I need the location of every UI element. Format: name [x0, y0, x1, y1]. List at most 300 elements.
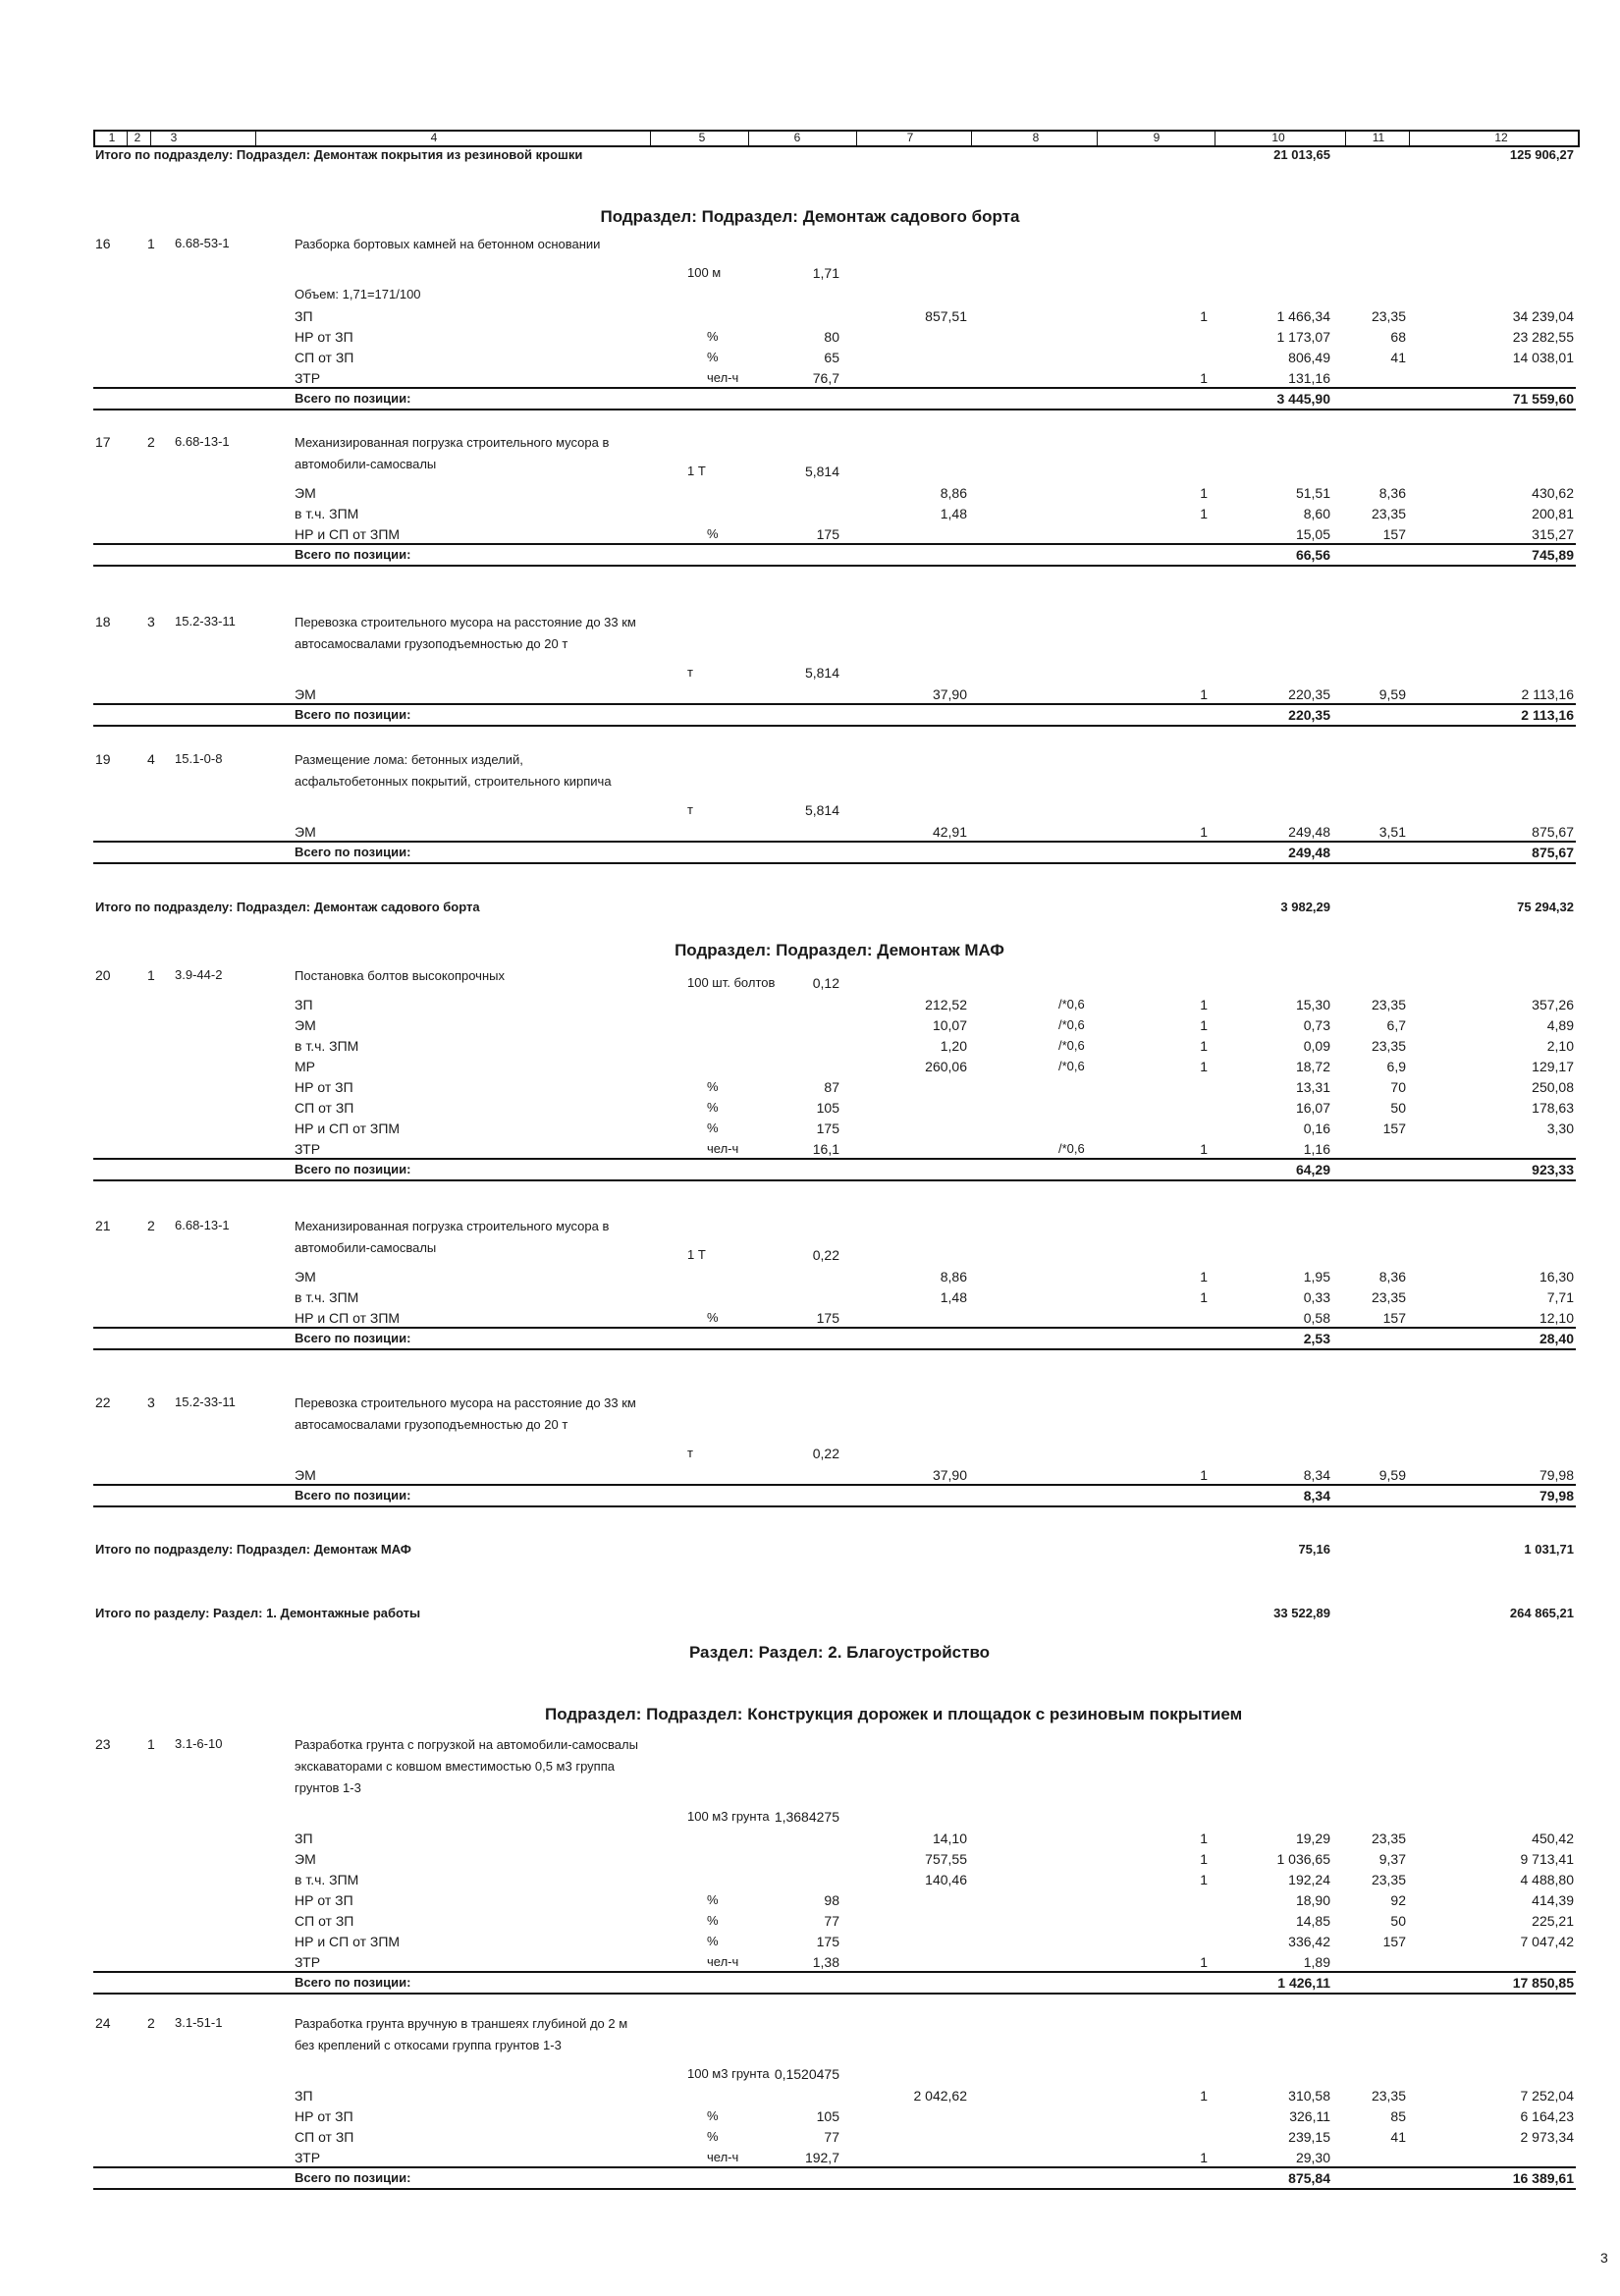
row-unit: %: [707, 526, 719, 541]
row-current-total: 9 713,41: [1520, 1851, 1574, 1867]
position-code: 3.1-6-10: [175, 1736, 223, 1751]
position-unit: 100 шт. болтов: [687, 975, 776, 990]
row-base-price: 42,91: [932, 824, 967, 840]
position-quantity: 5,814: [804, 665, 839, 681]
row-norm: 98: [824, 1892, 839, 1908]
row-factor: 1: [1200, 1038, 1208, 1054]
rule-line: [93, 841, 1576, 843]
row-unit: %: [707, 1892, 719, 1907]
position-number: 16: [95, 236, 111, 251]
position-total-label: Всего по позиции:: [295, 707, 411, 722]
column-header-2: 2: [134, 131, 141, 144]
row-norm: 16,1: [812, 1141, 839, 1157]
row-unit: чел-ч: [707, 1954, 739, 1969]
column-header-4: 4: [430, 131, 438, 144]
row-base-total: 29,30: [1295, 2150, 1330, 2165]
row-label: ЗТР: [295, 370, 321, 386]
row-base-total: 220,35: [1288, 686, 1330, 702]
row-label: СП от ЗП: [295, 1100, 354, 1116]
position-number: 22: [95, 1394, 111, 1410]
row-norm: 175: [816, 526, 839, 542]
position-total-label: Всего по позиции:: [295, 1331, 411, 1345]
position-total-label: Всего по позиции:: [295, 845, 411, 859]
row-label: СП от ЗП: [295, 1913, 354, 1929]
position-code: 15.2-33-11: [175, 1394, 236, 1409]
rule-line: [93, 387, 1576, 389]
row-label: СП от ЗП: [295, 350, 354, 365]
page-number: 3: [1600, 2250, 1608, 2266]
position-quantity: 5,814: [804, 464, 839, 479]
position-code: 15.1-0-8: [175, 751, 223, 766]
rule-line: [93, 703, 1576, 705]
row-current-total: 79,98: [1539, 1467, 1574, 1483]
row-base-total: 15,30: [1295, 997, 1330, 1012]
row-index: 23,35: [1371, 1038, 1406, 1054]
position-code: 3.9-44-2: [175, 967, 223, 982]
row-unit: %: [707, 1100, 719, 1115]
row-index: 8,36: [1378, 485, 1406, 501]
row-base-price: 37,90: [932, 1467, 967, 1483]
position-total-col10: 64,29: [1295, 1162, 1330, 1177]
row-base-price: 1,48: [940, 1289, 967, 1305]
column-header-3: 3: [170, 131, 178, 144]
row-base-price: 8,86: [940, 485, 967, 501]
row-index: 9,59: [1378, 686, 1406, 702]
section-title-landscaping: Раздел: Раздел: 2. Благоустройство: [688, 1643, 991, 1662]
row-label: НР и СП от ЗПМ: [295, 1310, 401, 1326]
row-base-price: 1,20: [940, 1038, 967, 1054]
column-header-row: [93, 130, 1580, 147]
position-total-col12: 745,89: [1532, 547, 1574, 563]
position-index: 4: [147, 751, 155, 767]
row-index: 41: [1390, 350, 1406, 365]
subtotal-maf-label: Итого по подразделу: Подраздел: Демонтаж МАФ: [95, 1542, 411, 1557]
row-current-total: 2 113,16: [1521, 686, 1574, 702]
row-base-total: 131,16: [1288, 370, 1330, 386]
row-label: ЗП: [295, 308, 313, 324]
subsection-title-garden-curb: Подраздел: Подраздел: Демонтаж садового борта: [600, 207, 1020, 226]
column-header-12: 12: [1494, 131, 1508, 144]
position-volume: Объем: 1,71=171/100: [295, 287, 421, 301]
position-index: 3: [147, 614, 155, 629]
rule-line: [93, 2188, 1576, 2190]
section-total-demolition-col10: 33 522,89: [1273, 1606, 1330, 1620]
row-label: НР и СП от ЗПМ: [295, 526, 401, 542]
row-current-total: 7 047,42: [1520, 1934, 1574, 1949]
rule-line: [93, 1179, 1576, 1181]
position-code: 6.68-13-1: [175, 434, 230, 449]
row-base-total: 1,95: [1303, 1269, 1330, 1285]
row-current-total: 34 239,04: [1512, 308, 1574, 324]
position-quantity: 1,3684275: [774, 1809, 839, 1825]
position-total-label: Всего по позиции:: [295, 1162, 411, 1176]
row-current-total: 200,81: [1532, 506, 1574, 521]
row-factor: 1: [1200, 1269, 1208, 1285]
row-base-total: 1 466,34: [1276, 308, 1330, 324]
row-index: 92: [1390, 1892, 1406, 1908]
rule-line: [93, 1327, 1576, 1329]
row-label: ЗП: [295, 1831, 313, 1846]
row-unit: чел-ч: [707, 370, 739, 385]
row-coefficient: /*0,6: [1058, 1038, 1085, 1053]
row-current-total: 2 973,34: [1520, 2129, 1574, 2145]
row-base-total: 13,31: [1295, 1079, 1330, 1095]
subtotal-garden-curb-col10: 3 982,29: [1280, 900, 1330, 914]
position-code: 15.2-33-11: [175, 614, 236, 629]
row-factor: 1: [1200, 1017, 1208, 1033]
row-base-total: 16,07: [1295, 1100, 1330, 1116]
position-number: 24: [95, 2015, 111, 2031]
rule-line: [93, 1348, 1576, 1350]
row-label: ЭМ: [295, 485, 316, 501]
row-factor: 1: [1200, 1851, 1208, 1867]
position-index: 1: [147, 236, 155, 251]
row-base-price: 37,90: [932, 686, 967, 702]
row-norm: 175: [816, 1310, 839, 1326]
rule-line: [93, 543, 1576, 545]
row-current-total: 875,67: [1532, 824, 1574, 840]
position-description: Механизированная погрузка строительного мусора в автомобили-самосвалы: [295, 435, 610, 471]
position-description: Размещение лома: бетонных изделий, асфальтобетонных покрытий, строительного кирпича: [295, 752, 612, 789]
position-total-col12: 923,33: [1532, 1162, 1574, 1177]
position-description: Перевозка строительного мусора на расстояние до 33 км автосамосвалами грузоподъемностью до 20 т: [295, 615, 636, 651]
row-index: 157: [1382, 1310, 1406, 1326]
row-factor: 1: [1200, 1831, 1208, 1846]
row-index: 23,35: [1371, 997, 1406, 1012]
row-label: НР от ЗП: [295, 329, 353, 345]
row-base-total: 806,49: [1288, 350, 1330, 365]
row-unit: %: [707, 1079, 719, 1094]
subsection-title-maf: Подраздел: Подраздел: Демонтаж МАФ: [675, 941, 1004, 959]
row-coefficient: /*0,6: [1058, 1141, 1085, 1156]
section-total-demolition-label: Итого по разделу: Раздел: 1. Демонтажные работы: [95, 1606, 421, 1620]
row-index: 157: [1382, 1121, 1406, 1136]
row-base-total: 18,72: [1295, 1059, 1330, 1074]
row-label: в т.ч. ЗПМ: [295, 1038, 359, 1054]
column-header-7: 7: [906, 131, 914, 144]
column-header-5: 5: [698, 131, 706, 144]
row-base-total: 18,90: [1295, 1892, 1330, 1908]
row-base-price: 2 042,62: [913, 2088, 967, 2104]
row-base-total: 0,73: [1303, 1017, 1330, 1033]
row-unit: %: [707, 329, 719, 344]
row-label: ЭМ: [295, 824, 316, 840]
row-factor: 1: [1200, 824, 1208, 840]
row-base-price: 14,10: [932, 1831, 967, 1846]
row-factor: 1: [1200, 1872, 1208, 1887]
row-label: СП от ЗП: [295, 2129, 354, 2145]
row-norm: 65: [824, 350, 839, 365]
row-current-total: 14 038,01: [1512, 350, 1574, 365]
row-label: в т.ч. ЗПМ: [295, 1289, 359, 1305]
row-base-total: 15,05: [1295, 526, 1330, 542]
subtotal-maf-col10: 75,16: [1298, 1542, 1330, 1557]
row-base-total: 1 036,65: [1276, 1851, 1330, 1867]
row-index: 23,35: [1371, 1831, 1406, 1846]
row-current-total: 430,62: [1532, 485, 1574, 501]
position-index: 1: [147, 967, 155, 983]
row-label: ЗП: [295, 997, 313, 1012]
row-norm: 77: [824, 1913, 839, 1929]
row-label: НР и СП от ЗПМ: [295, 1121, 401, 1136]
row-base-price: 757,55: [925, 1851, 967, 1867]
row-unit: %: [707, 2129, 719, 2144]
row-coefficient: /*0,6: [1058, 1017, 1085, 1032]
position-index: 2: [147, 434, 155, 450]
position-total-col12: 28,40: [1539, 1331, 1574, 1346]
row-factor: 1: [1200, 2088, 1208, 2104]
row-base-price: 1,48: [940, 506, 967, 521]
row-factor: 1: [1200, 506, 1208, 521]
row-label: ЭМ: [295, 1467, 316, 1483]
row-base-total: 310,58: [1288, 2088, 1330, 2104]
subtotal-garden-curb-label: Итого по подразделу: Подраздел: Демонтаж садового борта: [95, 900, 480, 914]
row-label: ЭМ: [295, 1017, 316, 1033]
row-index: 6,7: [1386, 1017, 1406, 1033]
position-unit: т: [687, 802, 693, 817]
row-label: НР и СП от ЗПМ: [295, 1934, 401, 1949]
position-index: 3: [147, 1394, 155, 1410]
position-quantity: 5,814: [804, 802, 839, 818]
position-total-label: Всего по позиции:: [295, 1488, 411, 1503]
row-current-total: 178,63: [1532, 1100, 1574, 1116]
row-norm: 80: [824, 329, 839, 345]
row-index: 23,35: [1371, 2088, 1406, 2104]
column-header-9: 9: [1153, 131, 1161, 144]
position-total-label: Всего по позиции:: [295, 547, 411, 562]
row-unit: чел-ч: [707, 2150, 739, 2164]
column-header-1: 1: [108, 131, 116, 144]
column-header-8: 8: [1032, 131, 1040, 144]
row-unit: %: [707, 2108, 719, 2123]
rule-line: [93, 1505, 1576, 1507]
row-norm: 76,7: [812, 370, 839, 386]
position-total-col12: 2 113,16: [1521, 707, 1574, 723]
row-base-total: 0,09: [1303, 1038, 1330, 1054]
row-norm: 105: [816, 1100, 839, 1116]
row-factor: 1: [1200, 1141, 1208, 1157]
row-index: 85: [1390, 2108, 1406, 2124]
row-base-total: 19,29: [1295, 1831, 1330, 1846]
row-unit: %: [707, 350, 719, 364]
position-quantity: 0,22: [812, 1247, 839, 1263]
subtotal-rubber-crumb-col10: 21 013,65: [1273, 147, 1330, 162]
row-index: 157: [1382, 526, 1406, 542]
row-index: 9,37: [1378, 1851, 1406, 1867]
row-base-total: 8,60: [1303, 506, 1330, 521]
rule-line: [93, 725, 1576, 727]
position-description: Механизированная погрузка строительного мусора в автомобили-самосвалы: [295, 1219, 610, 1255]
row-current-total: 450,42: [1532, 1831, 1574, 1846]
column-header-11: 11: [1372, 131, 1385, 144]
position-number: 18: [95, 614, 111, 629]
position-quantity: 0,22: [812, 1446, 839, 1461]
row-base-price: 260,06: [925, 1059, 967, 1074]
row-factor: 1: [1200, 997, 1208, 1012]
row-coefficient: /*0,6: [1058, 997, 1085, 1011]
row-index: 23,35: [1371, 506, 1406, 521]
row-current-total: 250,08: [1532, 1079, 1574, 1095]
position-total-col12: 16 389,61: [1512, 2170, 1574, 2186]
row-label: ЭМ: [295, 686, 316, 702]
row-current-total: 4,89: [1546, 1017, 1574, 1033]
row-norm: 77: [824, 2129, 839, 2145]
position-unit: 100 м3 грунта: [687, 2066, 770, 2081]
row-base-total: 8,34: [1303, 1467, 1330, 1483]
rule-line: [93, 1971, 1576, 1973]
row-norm: 105: [816, 2108, 839, 2124]
position-description: Разработка грунта с погрузкой на автомобили-самосвалы экскаваторами с ковшом вместимостью 0,5 м3 группа грунтов 1-3: [295, 1737, 638, 1795]
subsection-title-rubber-paths: Подраздел: Подраздел: Конструкция дорожек и площадок с резиновым покрытием: [545, 1705, 1243, 1723]
row-index: 50: [1390, 1100, 1406, 1116]
row-index: 23,35: [1371, 1872, 1406, 1887]
position-description: Постановка болтов высокопрочных: [295, 968, 505, 983]
row-base-total: 239,15: [1288, 2129, 1330, 2145]
row-factor: 1: [1200, 1954, 1208, 1970]
row-label: МР: [295, 1059, 315, 1074]
position-total-col12: 17 850,85: [1512, 1975, 1574, 1991]
position-number: 21: [95, 1218, 111, 1233]
row-label: НР от ЗП: [295, 1892, 353, 1908]
row-current-total: 2,10: [1546, 1038, 1574, 1054]
row-index: 8,36: [1378, 1269, 1406, 1285]
rule-line: [93, 409, 1576, 410]
column-header-10: 10: [1271, 131, 1285, 144]
row-current-total: 129,17: [1532, 1059, 1574, 1074]
position-total-col10: 249,48: [1288, 845, 1330, 860]
row-base-price: 212,52: [925, 997, 967, 1012]
rule-line: [93, 1484, 1576, 1486]
position-number: 20: [95, 967, 111, 983]
position-total-col10: 3 445,90: [1276, 391, 1330, 407]
row-current-total: 12,10: [1539, 1310, 1574, 1326]
section-total-demolition-col12: 264 865,21: [1509, 1606, 1574, 1620]
row-norm: 175: [816, 1121, 839, 1136]
row-base-total: 326,11: [1289, 2108, 1330, 2124]
row-norm: 192,7: [804, 2150, 839, 2165]
row-base-total: 0,33: [1303, 1289, 1330, 1305]
row-base-total: 14,85: [1295, 1913, 1330, 1929]
row-label: ЗТР: [295, 2150, 321, 2165]
position-unit: 1 Т: [687, 464, 706, 478]
row-base-total: 336,42: [1288, 1934, 1330, 1949]
row-factor: 1: [1200, 308, 1208, 324]
row-current-total: 16,30: [1539, 1269, 1574, 1285]
position-total-col10: 2,53: [1303, 1331, 1330, 1346]
position-code: 6.68-13-1: [175, 1218, 230, 1232]
row-current-total: 7,71: [1546, 1289, 1574, 1305]
row-index: 50: [1390, 1913, 1406, 1929]
position-code: 3.1-51-1: [175, 2015, 223, 2030]
position-total-col10: 220,35: [1288, 707, 1330, 723]
position-description: Разработка грунта вручную в траншеях глубиной до 2 м без креплений с откосами группа грунтов 1-3: [295, 2016, 628, 2052]
position-number: 23: [95, 1736, 111, 1752]
subtotal-rubber-crumb-col12: 125 906,27: [1509, 147, 1574, 162]
position-index: 2: [147, 1218, 155, 1233]
position-quantity: 1,71: [812, 265, 839, 281]
row-base-price: 857,51: [925, 308, 967, 324]
row-index: 23,35: [1371, 1289, 1406, 1305]
row-unit: %: [707, 1310, 719, 1325]
row-unit: %: [707, 1913, 719, 1928]
position-index: 1: [147, 1736, 155, 1752]
row-factor: 1: [1200, 370, 1208, 386]
row-label: ЭМ: [295, 1269, 316, 1285]
row-current-total: 23 282,55: [1512, 329, 1574, 345]
row-factor: 1: [1200, 1289, 1208, 1305]
position-total-col10: 875,84: [1288, 2170, 1330, 2186]
position-total-col12: 71 559,60: [1512, 391, 1574, 407]
row-base-total: 1,89: [1303, 1954, 1330, 1970]
row-norm: 1,38: [812, 1954, 839, 1970]
row-label: в т.ч. ЗПМ: [295, 1872, 359, 1887]
position-total-label: Всего по позиции:: [295, 1975, 411, 1990]
position-unit: 100 м: [687, 265, 722, 280]
rule-line: [93, 2166, 1576, 2168]
row-index: 41: [1390, 2129, 1406, 2145]
row-base-total: 192,24: [1288, 1872, 1330, 1887]
position-number: 19: [95, 751, 111, 767]
row-index: 70: [1390, 1079, 1406, 1095]
position-description: Перевозка строительного мусора на расстояние до 33 км автосамосвалами грузоподъемностью до 20 т: [295, 1395, 636, 1432]
row-unit: чел-ч: [707, 1141, 739, 1156]
position-unit: 100 м3 грунта: [687, 1809, 770, 1824]
row-label: ЭМ: [295, 1851, 316, 1867]
row-base-price: 8,86: [940, 1269, 967, 1285]
position-total-label: Всего по позиции:: [295, 391, 411, 406]
row-index: 157: [1382, 1934, 1406, 1949]
subtotal-maf-col12: 1 031,71: [1524, 1542, 1574, 1557]
row-current-total: 225,21: [1532, 1913, 1574, 1929]
position-code: 6.68-53-1: [175, 236, 230, 250]
row-factor: 1: [1200, 485, 1208, 501]
row-label: ЗП: [295, 2088, 313, 2104]
row-unit: %: [707, 1121, 719, 1135]
position-total-col10: 8,34: [1303, 1488, 1330, 1503]
position-unit: т: [687, 1446, 693, 1460]
row-label: ЗТР: [295, 1141, 321, 1157]
row-factor: 1: [1200, 686, 1208, 702]
row-label: НР от ЗП: [295, 1079, 353, 1095]
position-unit: 1 Т: [687, 1247, 706, 1262]
position-quantity: 0,1520475: [774, 2066, 839, 2082]
position-unit: т: [687, 665, 693, 680]
row-norm: 175: [816, 1934, 839, 1949]
row-current-total: 6 164,23: [1520, 2108, 1574, 2124]
row-index: 3,51: [1378, 824, 1406, 840]
row-label: НР от ЗП: [295, 2108, 353, 2124]
position-description: Разборка бортовых камней на бетонном основании: [295, 237, 601, 251]
row-current-total: 357,26: [1532, 997, 1574, 1012]
row-coefficient: /*0,6: [1058, 1059, 1085, 1073]
row-unit: %: [707, 1934, 719, 1948]
subtotal-rubber-crumb-label: Итого по подразделу: Подраздел: Демонтаж покрытия из резиновой крошки: [95, 147, 583, 162]
row-base-price: 10,07: [932, 1017, 967, 1033]
row-factor: 1: [1200, 1059, 1208, 1074]
row-base-total: 1,16: [1303, 1141, 1330, 1157]
rule-line: [93, 565, 1576, 567]
row-base-total: 249,48: [1288, 824, 1330, 840]
rule-line: [93, 862, 1576, 864]
column-header-6: 6: [793, 131, 801, 144]
row-base-price: 140,46: [925, 1872, 967, 1887]
position-total-label: Всего по позиции:: [295, 2170, 411, 2185]
rule-line: [93, 1158, 1576, 1160]
row-index: 6,9: [1386, 1059, 1406, 1074]
position-quantity: 0,12: [812, 975, 839, 991]
row-current-total: 4 488,80: [1520, 1872, 1574, 1887]
row-current-total: 3,30: [1546, 1121, 1574, 1136]
